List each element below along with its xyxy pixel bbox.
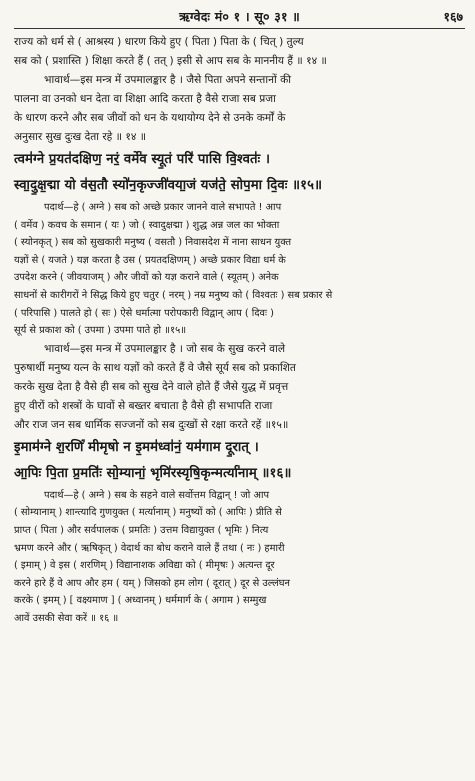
text-line: ( सोम्यानाम् ) शान्त्यादि गुणयुक्त ( मर्त्यानाम् ) मनुष्यों को ( आपिः ) प्रीति से: [14, 507, 282, 519]
text-line: ( वर्मेव ) कवच के समान ( यः ) जो ( स्वादुक्षद्मा ) शुद्ध अन्न जल का भोक्ता: [14, 219, 280, 231]
bhavarth-14: [14, 71, 465, 147]
verse-line: स्वा॒दु॒क्ष॒द्मा यो व॑स॒तौ स्यो॑न॒कृज्जी॑वया॒जं यज॑ते॒ सोप॒मा दि॒वः ॥१५॥: [14, 178, 323, 193]
mantra-16: [14, 435, 465, 487]
continued-text: [14, 33, 465, 71]
text-line: ( इमाम् ) वे इस ( शरणिम् ) विद्यानाशक अविद्या को ( मीमृषः ) अत्यन्त दूर: [14, 560, 275, 572]
text-line: करके ( इमम् ) [ वक्ष्यमाण ] ( अध्वानम् ) धर्ममार्ग के ( अगाम ) सम्मुख: [14, 595, 267, 607]
text-line: करके सुख देता है वैसे ही सब को सुख देने वाले होते हैं जैसे युद्ध में प्रवृत्त: [14, 380, 289, 393]
text-line: पदार्थ—हे ( अग्ने ) सब के सहने वाले सर्वोत्तम विद्वान् ! जो आप: [44, 489, 270, 501]
text-line: अनुसार सुख दुःख देता रहे ॥ १४ ॥: [14, 131, 147, 143]
bhavarth-15: [14, 340, 465, 435]
text-line: सूर्य से प्रकाश को ( उपमा ) उपमा पाते हो ॥१५॥: [14, 325, 187, 337]
text-line: यज्ञों से ( यजते ) यज्ञ करता है उस ( प्रयतदक्षिणम् ) अच्छे प्रकार विद्या धर्म के: [14, 254, 286, 266]
text-line: राज्य को धर्म से ( आश्रस्य ) धारण किये हुए ( पिता ) पिता के ( चित् ) तुल्य: [14, 36, 304, 48]
text-line: के धारण करने और सब जीवों को धन के यथायोग्य देने से उनके कर्मों के: [14, 112, 286, 124]
text-line: ( परिपासि ) पालते हो ( सः ) ऐसे धर्मात्मा परोपकारी विद्वान् आप ( दिवः ): [14, 307, 274, 319]
text-line: साधनों से कारीगरों ने सिद्ध किये हुए चतुर ( नरम् ) नम्र मनुष्य को ( विश्वतः ) सब प्रकार से: [14, 289, 333, 301]
verse-line: आ॒पिः पि॒ता प्र॒मतिः॑ सो॒म्यानां॒ भृमि॑रस्यृषि॒कृन्मर्त्या॑नाम् ॥१६॥: [14, 465, 292, 481]
mantra-15: [14, 147, 465, 199]
text-line: सब को ( प्रशास्ति ) शिक्षा करते हैं ( तत् ) इसी से आप सब के माननीय हैं ॥ १४ ॥: [14, 55, 327, 67]
text-line: भ्रमण करने और ( ऋषिकृत् ) वेदार्थ का बोध कराने वाले हैं तथा ( नः ) हमारी: [14, 542, 285, 554]
text-line: पदार्थ—हे ( अग्ने ) सब को अच्छे प्रकार जानने वाले सभापते ! आप: [44, 202, 282, 213]
text-line: भावार्थ—इस मन्त्र में उपमालङ्कार है । जैसे पिता अपने सन्तानों की: [44, 74, 291, 86]
text-line: आवें उसकी सेवा करें ॥ १६ ॥: [14, 612, 119, 624]
text-line: हुए वीरों को शस्त्रों के घावों से बख्तर बचाता है वैसे ही सभापति राजा: [14, 399, 273, 412]
padarth-15: [14, 199, 465, 340]
text-line: भावार्थ—इस मन्त्र में उपमालङ्कार है । जो सब के सुख करने वाले: [44, 342, 286, 355]
text-line: पालना वा उनको धन देता वा शिक्षा आदि करता है वैसे राजा सब प्रजा: [14, 93, 276, 105]
text-line: ( स्योनकृत् ) सब को सुखकारी मनुष्य ( वसतौ ) निवासदेश में नाना साधन युक्त: [14, 237, 292, 249]
page-number: १६७: [443, 9, 463, 24]
text-line: करने हारे हैं वे आप और हम ( यम् ) जिसको हम लोग ( दूरात् ) दूर से उल्लंघन: [14, 577, 290, 589]
text-line: और राज जन सब धार्मिक सज्जनों को सब दुःखों से रक्षा करते रहें ॥१५॥: [14, 418, 289, 431]
text-line: उपदेश करने ( जीवयाजम् ) और जीवों को यज्ञ कराने वाले ( स्यूतम् ) अनेक: [14, 272, 279, 284]
page-header: [14, 6, 465, 29]
verse-line: इ॒माम॑ग्ने श॒रणिं॑ मीमृषो न इ॒मम॑ध्वा॑नं॒ यम॑गाम दू॒रात् ।: [14, 439, 259, 455]
padarth-16: [14, 487, 465, 628]
running-title: ऋग्वेदः मं० १ । सू० ३१ ॥: [179, 9, 300, 24]
text-line: पुरुषार्थी मनुष्य यत्न के साथ यज्ञों को करते हैं वे जैसे सूर्य सब को प्रकाशित: [14, 361, 296, 374]
verse-line: त्वम॑ग्ने प्र॒यत॑दक्षिण॒ नरं॒ वर्मे॑व स्यू॒तं परि॑ पासि वि॒श्वतः॑ ।: [14, 152, 271, 167]
text-line: प्राप्त ( पिता ) और सर्वपालक ( प्रमतिः ) उत्तम विद्यायुक्त ( भृमिः ) नित्य: [14, 524, 269, 536]
